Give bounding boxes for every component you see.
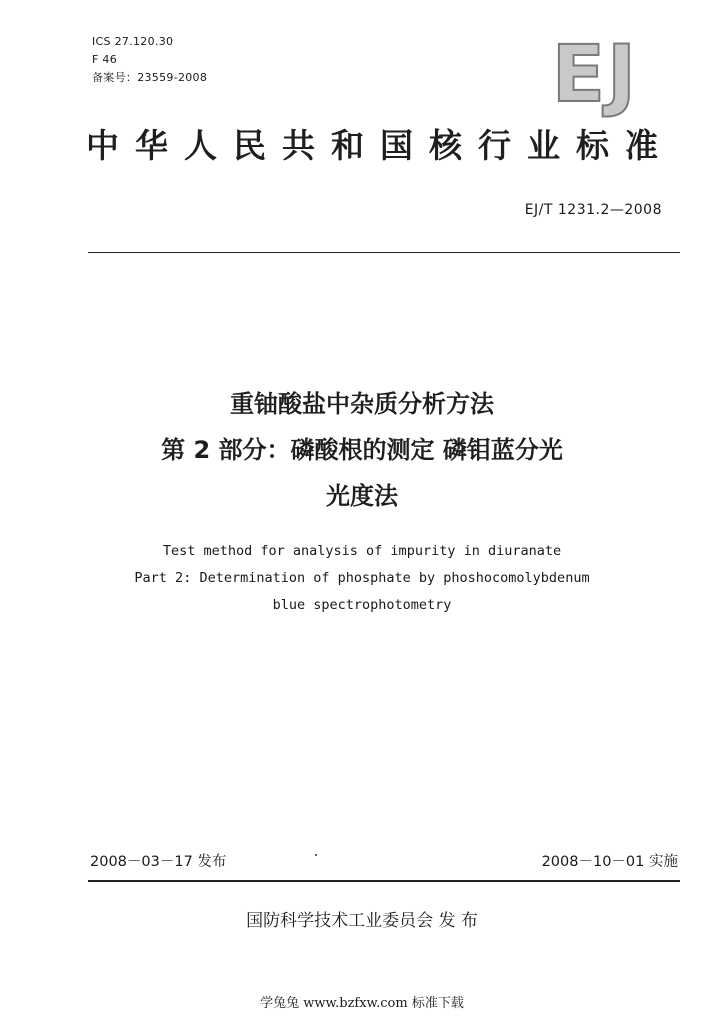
header-divider xyxy=(88,252,680,253)
classification-code: F 46 xyxy=(92,53,118,66)
issue-date: 2008－03－17 发布 xyxy=(90,854,227,870)
standard-code: EJ/T 1231.2—2008 xyxy=(524,202,662,218)
publisher: 国防科学技术工业委员会 发 布 xyxy=(246,911,478,931)
title-en-line1: Test method for analysis of impurity in diuranate xyxy=(162,543,562,559)
standard-type-title: 中华人民共和国核行业标准 xyxy=(86,126,674,165)
scan-dot xyxy=(315,854,317,856)
title-en-line3: blue spectrophotometry xyxy=(272,597,452,613)
effective-date: 2008－10－01 实施 xyxy=(541,854,678,870)
title-en-line2: Part 2: Determination of phosphate by phoshocomolybdenum xyxy=(134,570,590,586)
download-footer: 学兔兔 www.bzfxw.com 标准下载 xyxy=(260,996,464,1011)
footer-divider xyxy=(88,880,680,882)
title-cn-line1: 重铀酸盐中杂质分析方法 xyxy=(230,390,494,418)
title-cn-line3: 光度法 xyxy=(326,482,398,510)
ej-logo: EJ xyxy=(551,30,638,120)
title-cn-line2: 第 2 部分：磷酸根的测定 磷钼蓝分光 xyxy=(161,436,563,464)
ics-code: ICS 27.120.30 xyxy=(92,35,174,48)
filing-number: 备案号：23559-2008 xyxy=(92,71,208,84)
